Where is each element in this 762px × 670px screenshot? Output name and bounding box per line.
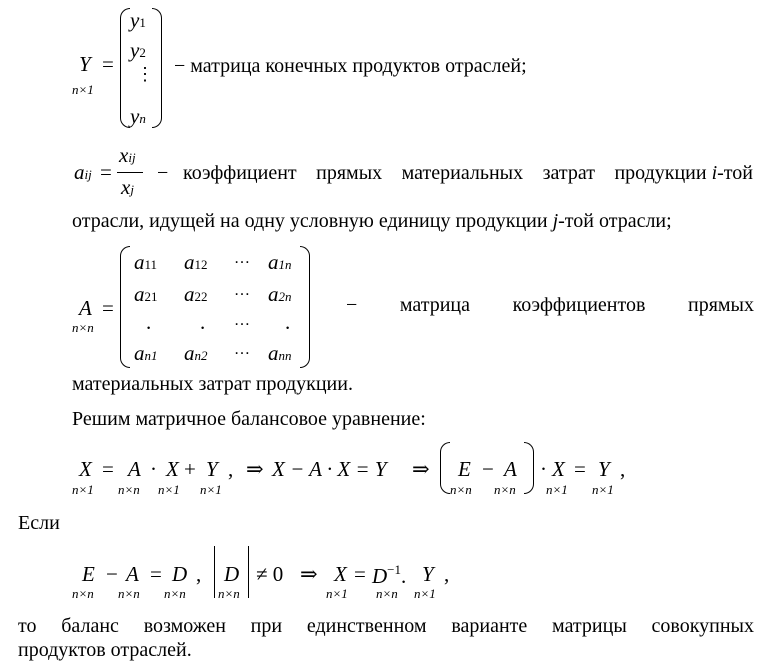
comma: , <box>444 562 450 586</box>
D: D <box>224 562 240 586</box>
fraction-bar <box>117 172 143 173</box>
aij-symbol: aij <box>74 160 92 184</box>
y2: y2 <box>130 38 146 62</box>
a21: a21 <box>134 282 158 306</box>
an2: an2 <box>184 341 208 365</box>
A: A <box>504 457 517 481</box>
D-inverse: $D^{-1}$. <box>372 562 407 588</box>
fraction-denominator: xj <box>121 175 134 199</box>
a11: a11 <box>134 250 158 274</box>
comma: , <box>228 457 234 481</box>
fraction-numerator: xij <box>119 143 136 167</box>
aij-description-line2: отрасли, идущей на одну условную единицу продукции j-той отрасли; <box>72 210 672 232</box>
final-line1: то баланс возможен при единственном варианте матрицы совокупных <box>18 615 754 637</box>
X: X <box>552 457 565 481</box>
a22: a22 <box>184 282 208 306</box>
implies: ⇒ <box>300 562 318 586</box>
ellipsis: … <box>234 250 250 267</box>
ann: ann <box>268 341 292 365</box>
dim: n×n <box>164 586 186 601</box>
expanded-equation: X − A · X = Y <box>272 457 387 481</box>
equals: = <box>354 562 366 586</box>
a-description-line1: − матрица коэффициентов прямых <box>346 294 754 316</box>
Y: Y <box>598 457 610 481</box>
equals-sign: = <box>102 52 114 76</box>
a12: a12 <box>184 250 208 274</box>
equals-sign: = <box>102 296 114 320</box>
implies: ⇒ <box>246 457 264 481</box>
y-symbol: Y <box>79 52 91 76</box>
det-bar-right <box>248 546 249 598</box>
X: X <box>79 457 92 481</box>
ellipsis: … <box>234 312 250 329</box>
yn: yn <box>130 104 146 128</box>
equals: = <box>102 457 114 481</box>
plus: + <box>184 457 196 481</box>
X: X <box>166 457 179 481</box>
dim: n×n <box>72 586 94 601</box>
an1: an1 <box>134 341 158 365</box>
Y: Y <box>422 562 434 586</box>
not-equal-zero: ≠ 0 <box>256 562 284 586</box>
E: E <box>458 457 471 481</box>
left-paren <box>120 8 130 128</box>
a-description-line2: материальных затрат продукции. <box>72 373 353 395</box>
A: A <box>126 562 139 586</box>
E: E <box>82 562 95 586</box>
equals: = <box>574 457 586 481</box>
dim: n×1 <box>72 482 94 497</box>
equals: = <box>150 562 162 586</box>
y1: y1 <box>130 8 146 32</box>
dim: n×1 <box>200 482 222 497</box>
dim: n×n <box>118 482 140 497</box>
vertical-dots: ⋮ <box>136 64 154 84</box>
dot: . <box>200 310 206 334</box>
dim: n×1 <box>326 586 348 601</box>
dim: n×n <box>494 482 516 497</box>
dim: n×n <box>376 586 398 601</box>
dot: · <box>150 457 157 481</box>
dim: n×1 <box>592 482 614 497</box>
ellipsis: … <box>234 282 250 299</box>
a-dimension: n×n <box>72 320 94 335</box>
dim: n×1 <box>546 482 568 497</box>
dim: n×n <box>118 586 140 601</box>
dim: n×1 <box>158 482 180 497</box>
a2n: a2n <box>268 282 292 306</box>
implies: ⇒ <box>412 457 430 481</box>
y-dimension: n×1 <box>72 82 94 97</box>
dim: n×n <box>450 482 472 497</box>
comma: , <box>196 562 202 586</box>
final-line2: продуктов отраслей. <box>18 639 192 661</box>
A: A <box>128 457 141 481</box>
solve-sentence: Решим матричное балансовое уравнение: <box>72 408 426 430</box>
y-description: − матрица конечных продуктов отраслей; <box>174 55 527 77</box>
dot: · <box>540 457 547 481</box>
dim: n×1 <box>414 586 436 601</box>
a1n: a1n <box>268 250 292 274</box>
dot: . <box>146 310 152 334</box>
minus: − <box>482 457 494 481</box>
left-paren <box>440 442 450 494</box>
comma: , <box>620 457 626 481</box>
dot: . <box>285 310 291 334</box>
equals-sign: = <box>100 160 112 184</box>
det-bar-left <box>214 546 215 598</box>
X: X <box>334 562 347 586</box>
a-symbol: A <box>79 296 92 320</box>
dash: − <box>157 162 169 184</box>
right-paren <box>524 442 534 494</box>
ellipsis: … <box>234 341 250 358</box>
dim: n×n <box>218 586 240 601</box>
right-paren <box>300 246 310 368</box>
Y: Y <box>206 457 218 481</box>
aij-description-line1: коэффициент прямых материальных затрат продукции i-той <box>183 162 753 184</box>
minus: − <box>106 562 118 586</box>
esli-word: Если <box>18 512 60 534</box>
D: D <box>172 562 188 586</box>
left-paren <box>120 246 130 368</box>
